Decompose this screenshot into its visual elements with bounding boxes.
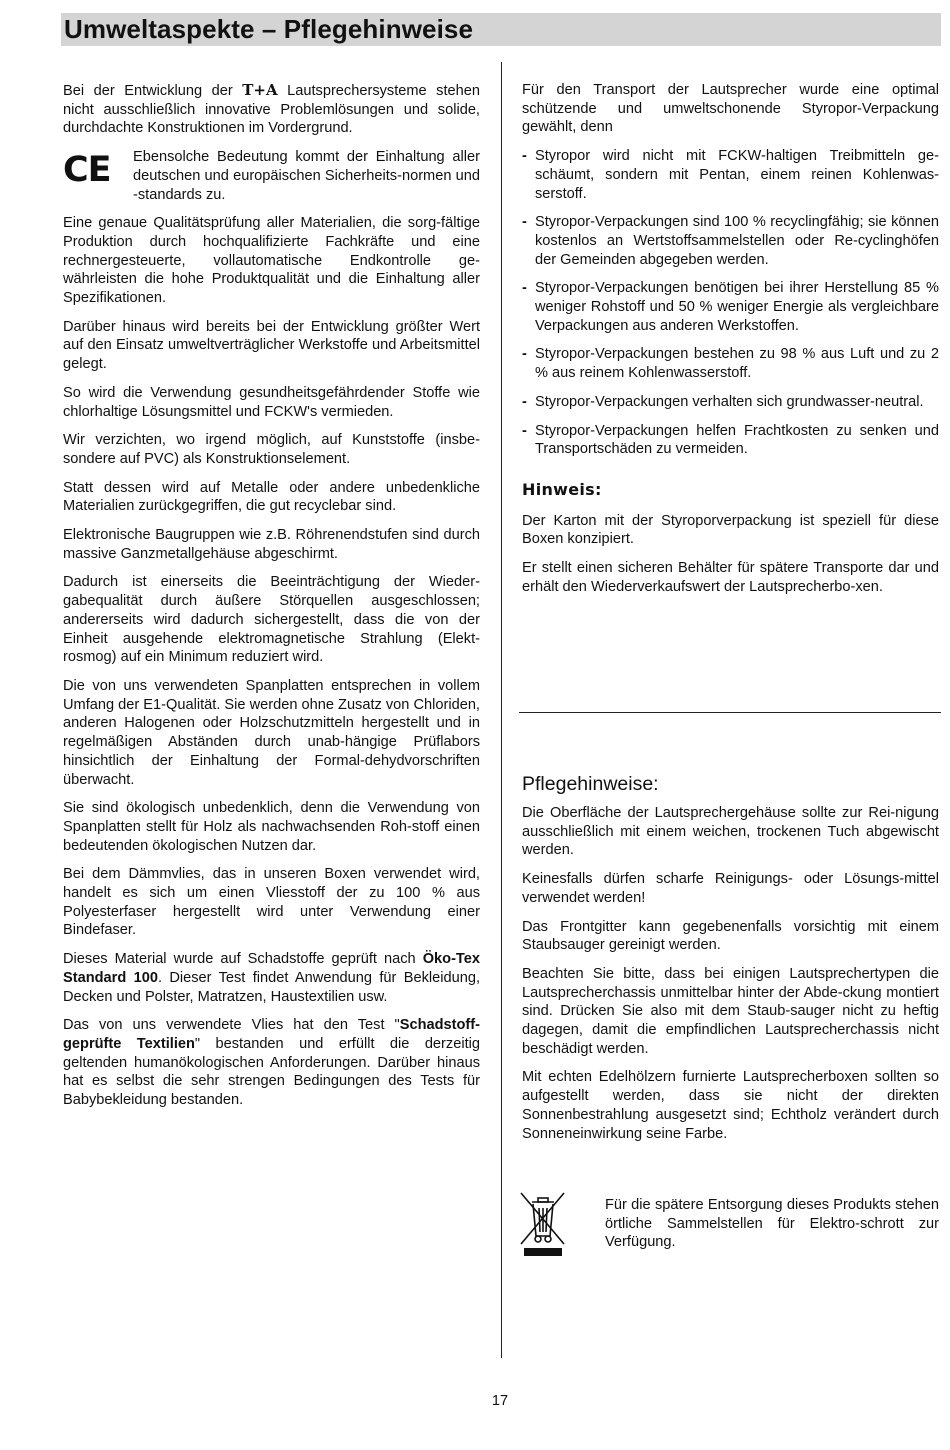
right-column bbox=[522, 81, 939, 606]
care-paragraph-5: Mit echten Edelhölzern furnierte Lautsprecherboxen sollten so aufgestellt werden, dass sie nicht der direkten Sonnenbestrahlung ausgesetzt sind; Echtholz verändert durch Sonneneinwirkung seine Farbe. bbox=[522, 1069, 939, 1142]
paragraph-oekotex bbox=[63, 950, 480, 1006]
ce-notice bbox=[63, 148, 480, 204]
crossed-bin-icon bbox=[518, 1190, 566, 1258]
list-item bbox=[522, 422, 939, 459]
section-divider bbox=[519, 712, 941, 713]
care-paragraph-1: Die Oberfläche der Lautsprechergehäuse sollte zur Rei-nigung ausschließlich mit einem weichen, trockenen Tuch abgewischt werden. bbox=[522, 805, 939, 859]
page-number: 17 bbox=[491, 1393, 509, 1409]
paragraph-plastics: Wir verzichten, wo irgend möglich, auf Kunststoffe (insbe-sondere auf PVC) als Konstruktionselement. bbox=[63, 432, 480, 467]
paragraph-materials: Darüber hinaus wird bereits bei der Entwicklung größter Wert auf den Einsatz umweltverträglicher Werkstoffe und Arbeitsmittel gelegt. bbox=[63, 318, 480, 373]
title-bar bbox=[61, 13, 941, 46]
ce-text: Ebensolche Bedeutung kommt der Einhaltung aller deutschen und europäischen Sicherheits-normen und -standards zu. bbox=[133, 149, 480, 203]
paragraph-electronics: Elektronische Baugruppen wie z.B. Röhrenendstufen sind durch massive Ganzmetallgehäuse abgeschirmt. bbox=[63, 527, 480, 562]
list-item-text: Styropor-Verpackungen sind 100 % recyclingfähig; sie können kostenlos an Wertstoffsammelstellen oder Re-cyclinghöfen der Gemeinden abgegeben werden. bbox=[535, 214, 939, 268]
dash-bullet: - bbox=[522, 280, 527, 297]
dash-bullet: - bbox=[522, 346, 527, 363]
paragraph-metals: Statt dessen wird auf Metalle oder andere unbedenkliche Materialien zurückgegriffen, die gut recyclebar sind. bbox=[63, 479, 480, 515]
list-item bbox=[522, 147, 939, 203]
care-section bbox=[522, 772, 939, 1153]
list-item bbox=[522, 213, 939, 269]
paragraph-chipboard: Die von uns verwendeten Spanplatten entsprechen in vollem Umfang der E1-Qualität. Sie werden ohne Zusatz von Chloriden, anderen Halogenen oder Holzschutzmitteln hergestellt und in regelmäßigen Abständen durch unab-hängige Prüflabors hinsichtlich der Einhaltung der Formal-dehydvorschriften überwacht. bbox=[63, 677, 480, 788]
list-item-text: Styropor-Verpackungen bestehen zu 98 % aus Luft und zu 2 % aus reinem Kohlenwasserstoff. bbox=[535, 346, 939, 382]
oekotex-text-start: Dieses Material wurde auf Schadstoffe geprüft nach bbox=[63, 951, 423, 968]
intro-text-end: Lautsprechersysteme stehen nicht ausschließlich innovative Problemlösungen und solide, durchdachte Konstruktionen im Vordergrund. bbox=[63, 83, 480, 137]
list-item-text: Styropor-Verpackungen helfen Frachtkosten zu senken und Transportschäden zu vermeiden. bbox=[535, 422, 939, 458]
paragraph-solvents: So wird die Verwendung gesundheitsgefährdender Stoffe wie chlorhaltige Lösungsmittel und FCKW's vermieden. bbox=[63, 384, 480, 420]
care-paragraph-4: Beachten Sie bitte, dass bei einigen Lautsprechertypen die Lautsprecherchassis unmittelbar hinter der Abde-ckung montiert sind. Drücken Sie also mit dem Staub-sauger nicht zu heftig dagegen, damit die empfindlichen Lautsprecherchassis nicht beschädigt werden. bbox=[522, 965, 939, 1057]
transport-intro: Für den Transport der Lautsprecher wurde eine optimal schützende und umweltschonende Styropor-Verpackung gewählt, denn bbox=[522, 82, 939, 136]
hinweis-paragraph-2: Er stellt einen sicheren Behälter für spätere Transporte dar und erhält den Wiederverkaufswert der Lautsprecherbo-xen. bbox=[522, 560, 939, 595]
page-title: Umweltaspekte – Pflegehinweise bbox=[64, 14, 474, 44]
test-text-start: Das von uns verwendete Vlies hat den Test " bbox=[63, 1017, 400, 1034]
list-item bbox=[522, 393, 939, 412]
care-paragraph-3: Das Frontgitter kann gegebenenfalls vorsichtig mit einem Staubsauger gereinigt werden. bbox=[522, 918, 939, 954]
test-name: Schadstoff-geprüfte Textilien bbox=[63, 1017, 480, 1052]
test-text-end: " bestanden und erfüllt die derzeitig geltenden humanökologischen Anforderungen. Darüber hinaus hat es selbst die sehr strengen Bedingungen des Tests für Babybekleidung bestanden. bbox=[63, 1035, 480, 1109]
list-item-text: Styropor wird nicht mit FCKW-haltigen Treibmitteln ge-schäumt, sondern mit Pentan, einem reinen Kohlenwas-serstoff. bbox=[535, 148, 939, 202]
list-item bbox=[522, 345, 939, 382]
paragraph-ecology: Sie sind ökologisch unbedenklich, denn die Verwendung von Spanplatten stellt für Holz als nachwachsenden Roh-stoff einen bedeutenden ökologischen Nutzen dar. bbox=[63, 800, 480, 854]
disposal-notice: Für die spätere Entsorgung dieses Produkts stehen örtliche Sammelstellen für Elektro-schrott zur Verfügung. bbox=[605, 1197, 939, 1251]
list-item-text: Styropor-Verpackungen verhalten sich grundwasser-neutral. bbox=[535, 393, 924, 410]
list-item-text: Styropor-Verpackungen benötigen bei ihrer Herstellung 85 % weniger Rohstoff und 50 % weniger Energie als vergleichbare Verpackungen aus anderen Werkstoffen. bbox=[535, 280, 939, 334]
paragraph-fleece: Bei dem Dämmvlies, das in unseren Boxen verwendet wird, handelt es sich um einen Vliesstoff der zu 100 % aus Polyesterfaser hergestellt wird unter Verwendung einer Bindefaser. bbox=[63, 866, 480, 939]
paragraph-test bbox=[63, 1016, 480, 1110]
paragraph-shielding: Dadurch ist einerseits die Beeinträchtigung der Wieder-gabequalität durch äußere Störquellen ausgeschlossen; andererseits wird dadurch sichergestellt, dass die von der Einheit ausgehende elektromagnetische Strahlung (Elekt-rosmog) auf ein Minimum reduziert wird. bbox=[63, 574, 480, 666]
brand-logo: T+A bbox=[242, 81, 278, 99]
left-column bbox=[63, 81, 480, 1120]
column-divider bbox=[501, 62, 502, 1358]
care-paragraph-2: Keinesfalls dürfen scharfe Reinigungs- oder Lösungs-mittel verwendet werden! bbox=[522, 871, 939, 906]
list-item bbox=[522, 279, 939, 335]
paragraph-quality: Eine genaue Qualitätsprüfung aller Materialien, die sorg-fältige Produktion durch hochqualifizierte Fachkräfte und eine rechnergesteuerte, vollautomatische Endkontrolle ge-währleisten die hohe Produktqualität und die Einhaltung aller Spezifikationen. bbox=[63, 215, 480, 307]
intro-paragraph bbox=[63, 81, 480, 138]
dash-bullet: - bbox=[522, 214, 527, 231]
care-heading: Pflegehinweise: bbox=[522, 773, 659, 795]
hinweis-paragraph-1: Der Karton mit der Styroporverpackung ist speziell für diese Boxen konzipiert. bbox=[522, 512, 939, 548]
dash-bullet: - bbox=[522, 148, 527, 165]
oekotex-standard: Öko-Tex Standard 100 bbox=[63, 951, 480, 986]
hinweis-heading: Hinweis: bbox=[522, 479, 602, 499]
oekotex-text-end: . Dieser Test findet Anwendung für Bekleidung, Decken und Polster, Matratzen, Haustextilien usw. bbox=[63, 969, 481, 1005]
intro-text-start: Bei der Entwicklung der bbox=[63, 83, 243, 99]
ce-mark-icon: CE bbox=[63, 150, 111, 191]
dash-bullet: - bbox=[522, 393, 527, 410]
dash-bullet: - bbox=[522, 422, 527, 439]
